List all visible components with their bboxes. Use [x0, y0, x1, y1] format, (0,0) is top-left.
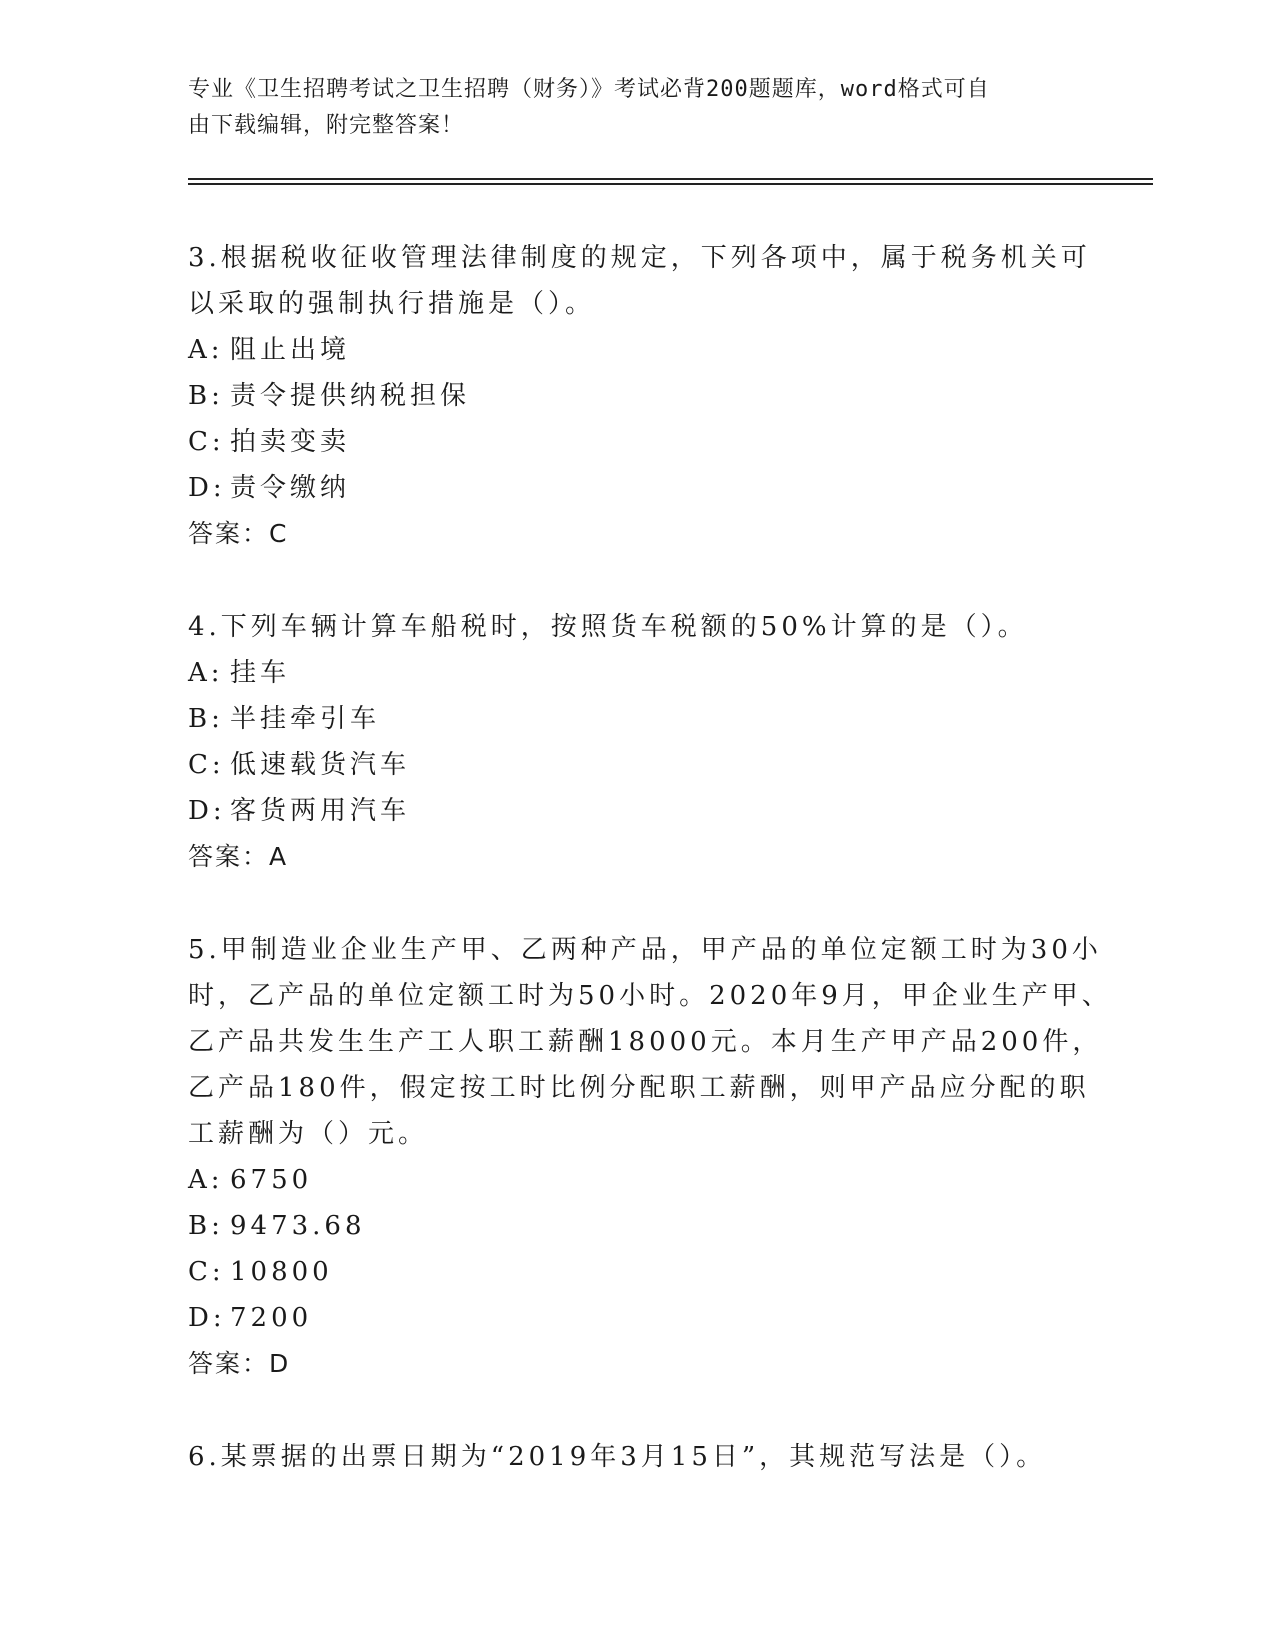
option-label: D:: [188, 1303, 226, 1333]
option-text: 责令提供纳税担保: [230, 381, 471, 411]
answer-line: 答案：A: [188, 842, 289, 871]
answer-line: 答案：C: [188, 519, 289, 548]
option-c: [188, 1249, 1088, 1295]
option-label: A:: [188, 1165, 224, 1195]
question-text-line: 以采取的强制执行措施是（）。: [188, 289, 596, 319]
option-text: 半挂牵引车: [230, 704, 381, 734]
header-line-2: 由下载编辑，附完整答案！: [188, 113, 465, 138]
option-text: 客货两用汽车: [230, 796, 411, 826]
option-b: [188, 1203, 1088, 1249]
option-a: [188, 327, 1088, 373]
option-b: [188, 373, 1088, 419]
question-text-line: 5.甲制造业企业生产甲、乙两种产品，甲产品的单位定额工时为30小: [188, 935, 1102, 965]
option-text: 6750: [230, 1165, 313, 1195]
option-label: C:: [188, 427, 225, 457]
option-label: A:: [188, 335, 224, 365]
question-4: [188, 604, 1088, 880]
option-d: [188, 788, 1088, 834]
option-d: [188, 1295, 1088, 1341]
question-text-line: 乙产品180件，假定按工时比例分配职工薪酬，则甲产品应分配的职: [188, 1073, 1090, 1103]
option-text: 10800: [230, 1257, 333, 1287]
option-b: [188, 696, 1088, 742]
option-text: 9473.68: [230, 1211, 366, 1241]
question-text-line: 时，乙产品的单位定额工时为50小时。2020年9月，甲企业生产甲、: [188, 981, 1112, 1011]
answer-line: 答案：D: [188, 1349, 291, 1378]
option-text: 7200: [230, 1303, 313, 1333]
option-label: C:: [188, 750, 225, 780]
option-label: A:: [188, 658, 224, 688]
option-label: D:: [188, 473, 226, 503]
question-3: [188, 235, 1091, 557]
question-text-line: 3.根据税收征收管理法律制度的规定，下列各项中，属于税务机关可: [188, 243, 1091, 273]
question-text-line: 乙产品共发生生产工人职工薪酬18000元。本月生产甲产品200件，: [188, 1027, 1103, 1057]
option-a: [188, 650, 1088, 696]
question-text-line: 4.下列车辆计算车船税时，按照货车税额的50%计算的是（）。: [188, 612, 1028, 642]
option-d: [188, 465, 1088, 511]
option-c: [188, 742, 1088, 788]
question-5: [188, 927, 1112, 1387]
option-a: [188, 1157, 1088, 1203]
option-text: 阻止出境: [230, 335, 351, 365]
header-divider-top: [188, 178, 1153, 180]
option-text: 拍卖变卖: [230, 427, 351, 457]
option-label: B:: [188, 381, 224, 411]
option-text: 责令缴纳: [230, 473, 351, 503]
document-header: [188, 72, 1068, 144]
header-line-1: 专业《卫生招聘考试之卫生招聘（财务）》考试必背200题题库，word格式可自: [188, 77, 990, 102]
header-divider-bottom: [188, 183, 1153, 185]
question-text-line: 工薪酬为（）元。: [188, 1119, 429, 1149]
option-c: [188, 419, 1088, 465]
option-text: 挂车: [230, 658, 291, 688]
question-6: [188, 1434, 1088, 1480]
option-label: C:: [188, 1257, 225, 1287]
option-text: 低速载货汽车: [230, 750, 411, 780]
option-label: D:: [188, 796, 226, 826]
question-list: [188, 235, 1112, 1527]
question-text-line: 6.某票据的出票日期为“2019年3月15日”，其规范写法是（）。: [188, 1442, 1047, 1472]
option-label: B:: [188, 704, 224, 734]
option-label: B:: [188, 1211, 224, 1241]
